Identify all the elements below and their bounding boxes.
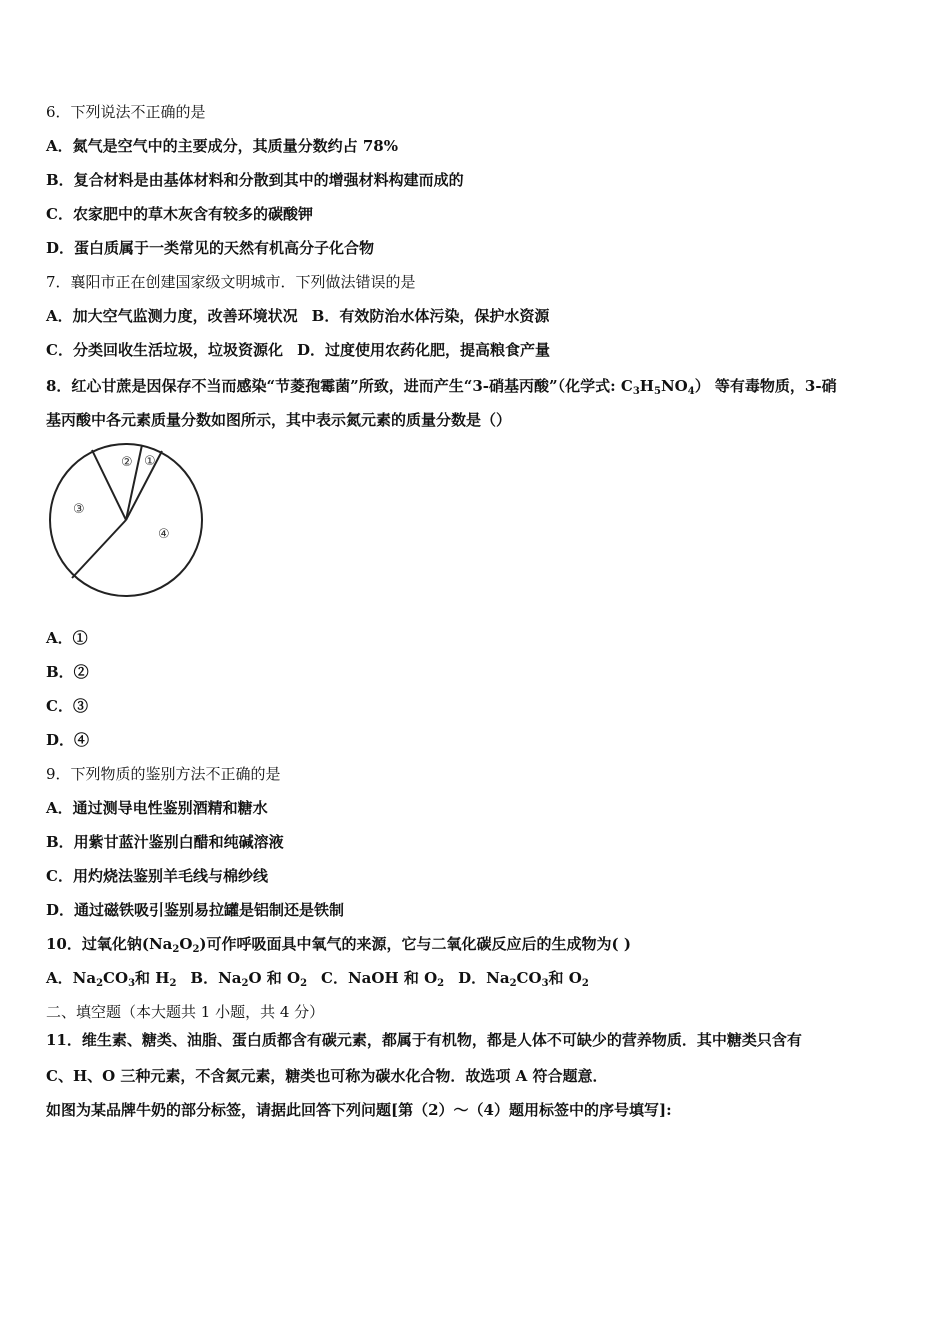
pie-divider-4 <box>72 520 126 578</box>
q7-options-cd <box>46 340 910 360</box>
q9-option-b: B．用紫甘蓝汁鉴别白醋和纯碱溶液 <box>46 833 284 851</box>
q7-option-a: A．加大空气监测力度，改善环境状况 <box>46 307 298 325</box>
q9-stem: 9．下列物质的鉴别方法不正确的是 <box>46 765 281 783</box>
q10-option-a: A．$Na_2CO_3$和 $H_2$ <box>46 969 177 989</box>
q8-option-c: C．③ <box>46 697 88 715</box>
q8-stem-line1: 8．红心甘蔗是因保存不当而感染“节菱孢霉菌”所致，进而产生“3-硝基丙酸”（化学式: $C_3H_5NO_4$） 等有毒物质，3-硝 <box>46 377 837 397</box>
q6-option-b: B．复合材料是由基体材料和分散到其中的增强材料构建而成的 <box>46 171 464 189</box>
q8-option-d: D．④ <box>46 731 90 749</box>
q9-option-a: A．通过测导电性鉴别酒精和糖水 <box>46 799 268 817</box>
q7-option-c: C．分类回收生活垃圾，垃圾资源化 <box>46 341 283 359</box>
q6-option-d: D．蛋白质属于一类常见的天然有机高分子化合物 <box>46 239 375 257</box>
q11-line2: C、H、O 三种元素，不含氮元素，糖类也可称为碳水化合物．故选项 A 符合题意． <box>46 1067 608 1085</box>
pie-label-3: ③ <box>73 502 85 517</box>
q8-stem-line2: 基丙酸中各元素质量分数如图所示，其中表示氮元素的质量分数是（） <box>46 411 512 429</box>
q9-option-d: D．通过磁铁吸引鉴别易拉罐是铝制还是铁制 <box>46 901 345 919</box>
q11-line3: 如图为某品牌牛奶的部分标签，请据此回答下列问题[第（2）～（4）题用标签中的序号填写]: <box>46 1101 672 1119</box>
q10-stem: 10．过氧化钠$(Na_2O_2)$可作呼吸面具中氧气的来源，它与二氧化碳反应后的生成物为( ) <box>46 935 631 955</box>
q11-line1: 11．维生素、糖类、油脂、蛋白质都含有碳元素，都属于有机物，都是人体不可缺少的营养物质．其中糖类只含有 <box>46 1031 802 1049</box>
pie-label-4: ④ <box>158 527 170 542</box>
q7-option-d: D．过度使用农药化肥，提高粮食产量 <box>296 341 550 359</box>
q8-option-a: A．① <box>46 629 88 647</box>
q6-option-c: C．农家肥中的草木灰含有较多的碳酸钾 <box>46 205 313 223</box>
pie-label-2: ② <box>121 455 133 470</box>
q8-option-b: B．② <box>46 663 89 681</box>
q7-option-b: B．有效防治水体污染，保护水资源 <box>311 307 550 325</box>
q10-option-b: B．$Na_2O$ 和 $O_2$ <box>190 969 308 989</box>
q6-option-a: A．氮气是空气中的主要成分，其质量分数约占 78% <box>46 137 398 155</box>
q7-stem: 7．襄阳市正在创建国家级文明城市．下列做法错误的是 <box>46 273 416 291</box>
q9-option-c: C．用灼烧法鉴别羊毛线与棉纱线 <box>46 867 268 885</box>
q10-option-d: D．$Na_2CO_3$和 $O_2$ <box>458 969 589 989</box>
q10-options <box>46 968 910 988</box>
q7-options-ab <box>46 306 910 326</box>
q6-stem: 6．下列说法不正确的是 <box>46 103 206 121</box>
pie-label-1: ① <box>144 454 156 469</box>
pie-chart <box>46 442 208 602</box>
section-2-heading: 二、填空题（本大题共 1 小题，共 4 分） <box>46 1003 325 1021</box>
q10-option-c: C．NaOH 和 $O_2$ <box>321 969 445 989</box>
